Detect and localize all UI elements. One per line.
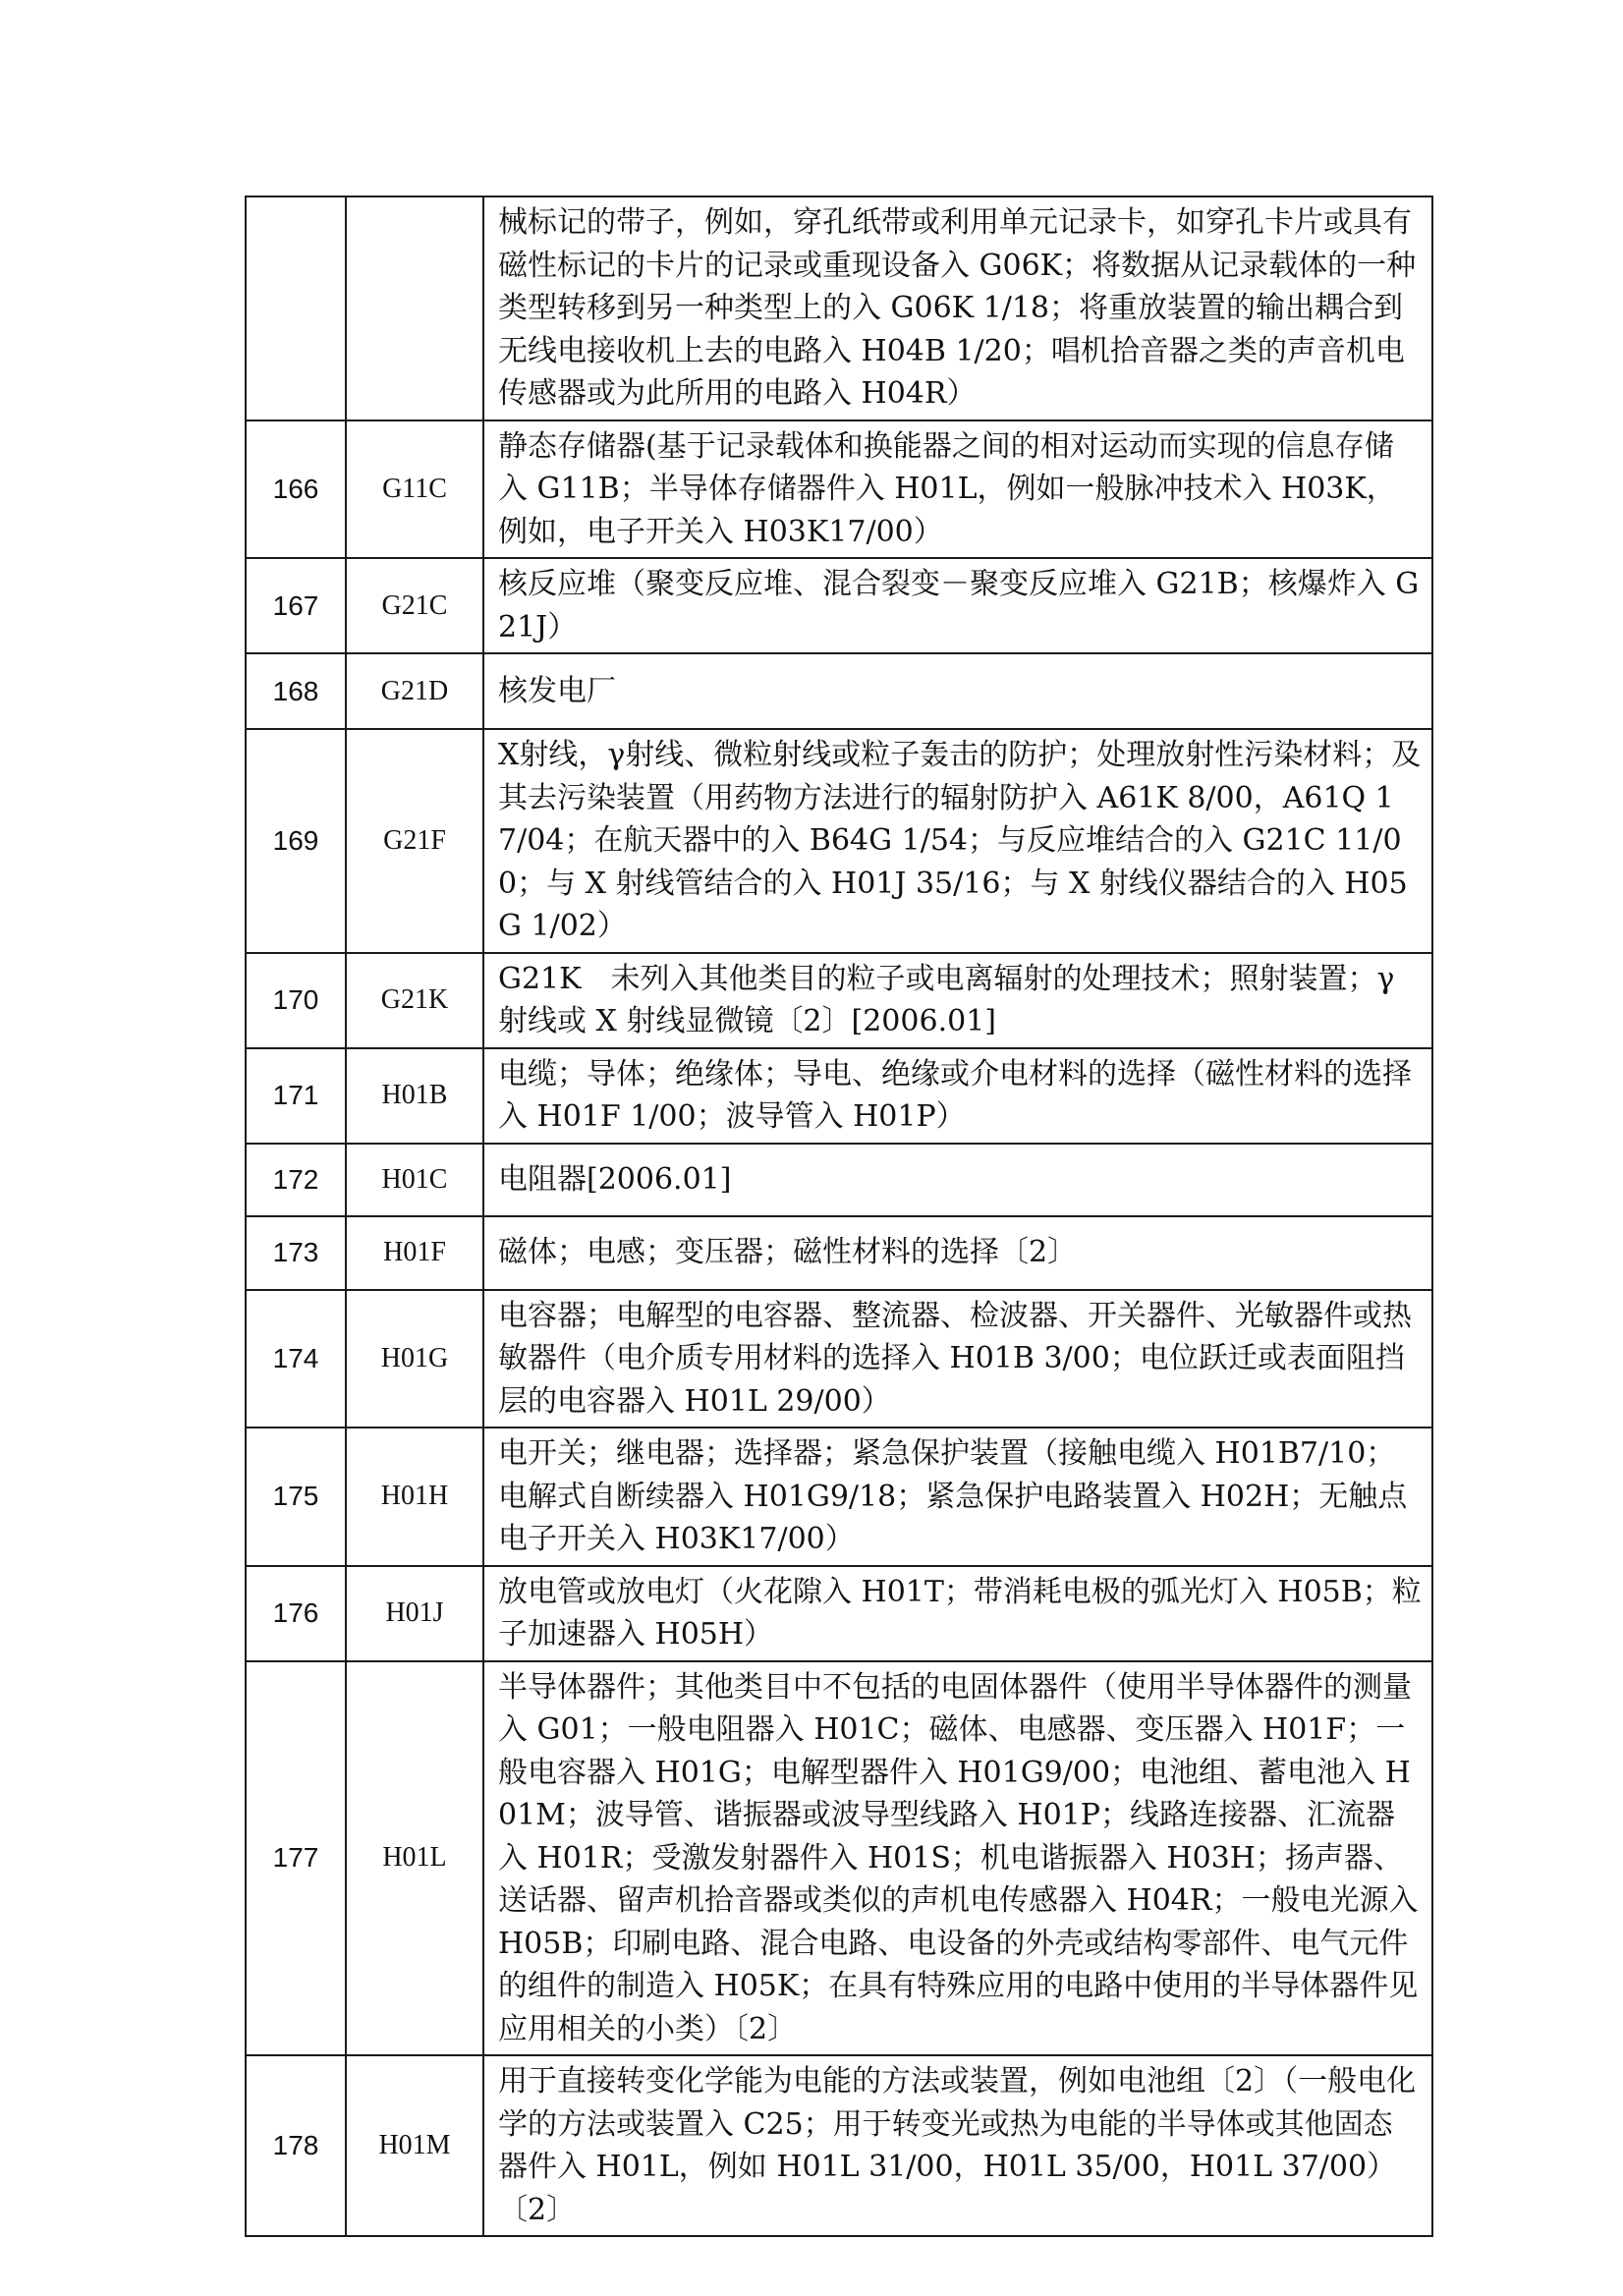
row-number: 168	[246, 653, 346, 729]
table-row	[246, 558, 1432, 653]
table-row	[246, 1144, 1432, 1216]
description: 放电管或放电灯（火花隙入 H01T；带消耗电极的弧光灯入 H05B；粒子加速器入 H05H）	[483, 1566, 1432, 1661]
row-number: 166	[246, 420, 346, 559]
row-number: 178	[246, 2055, 346, 2236]
table-row	[246, 1661, 1432, 2056]
description: 电开关；继电器；选择器；紧急保护装置（接触电缆入 H01B7/10；电解式自断续器入 H01G9/18；紧急保护电路装置入 H02H；无触点电子开关入 H03K17/00）	[483, 1428, 1432, 1566]
description: 核发电厂	[483, 653, 1432, 729]
description: 半导体器件；其他类目中不包括的电固体器件（使用半导体器件的测量入 G01；一般电阻器入 H01C；磁体、电感器、变压器入 H01F；一般电容器入 H01G；电解型器件入 H01G9/00；电池组、蓄电池入 H01M；波导管、谐振器或波导型线路入 H01P；线路连接器、汇流器入 H01R；受激发射器件入 H01S；机电谐振器入 H03H；扬声器、送话器、留声机拾音器或类似的声机电传感器入 H04R；一般电光源入 H05B；印刷电路、混合电路、电设备的外壳或结构零部件、电气元件的组件的制造入 H05K；在具有特殊应用的电路中使用的半导体器件见应用相关的小类）〔2〕	[483, 1661, 1432, 2056]
table-row	[246, 1566, 1432, 1661]
description: 静态存储器(基于记录载体和换能器之间的相对运动而实现的信息存储入 G11B；半导体存储器件入 H01L，例如一般脉冲技术入 H03K，例如，电子开关入 H03K17/00）	[483, 420, 1432, 559]
description: 核反应堆（聚变反应堆、混合裂变－聚变反应堆入 G21B；核爆炸入 G21J）	[483, 558, 1432, 653]
description: 电缆；导体；绝缘体；导电、绝缘或介电材料的选择（磁性材料的选择入 H01F 1/00；波导管入 H01P）	[483, 1048, 1432, 1144]
description: 械标记的带子，例如，穿孔纸带或利用单元记录卡，如穿孔卡片或具有磁性标记的卡片的记录或重现设备入 G06K；将数据从记录载体的一种类型转移到另一种类型上的入 G06K 1/18；将重放装置的输出耦合到无线电接收机上去的电路入 H04B 1/20；唱机拾音器之类的声音机电传感器或为此所用的电路入 H04R）	[483, 196, 1432, 420]
description: 磁体；电感；变压器；磁性材料的选择〔2〕	[483, 1216, 1432, 1290]
table-row	[246, 196, 1432, 420]
ipc-code: G21F	[346, 729, 483, 953]
row-number: 173	[246, 1216, 346, 1290]
row-number: 171	[246, 1048, 346, 1144]
table-row	[246, 1428, 1432, 1566]
ipc-code: H01C	[346, 1144, 483, 1216]
table-row	[246, 1290, 1432, 1428]
ipc-code: G21C	[346, 558, 483, 653]
description: X射线，γ射线、微粒射线或粒子轰击的防护；处理放射性污染材料；及其去污染装置（用药物方法进行的辐射防护入 A61K 8/00，A61Q 17/04；在航天器中的入 B64G 1/54；与反应堆结合的入 G21C 11/00；与 X 射线管结合的入 H01J 35/16；与 X 射线仪器结合的入 H05G 1/02）	[483, 729, 1432, 953]
table-row	[246, 1048, 1432, 1144]
ipc-code: G21K	[346, 953, 483, 1048]
row-number: 172	[246, 1144, 346, 1216]
row-number: 169	[246, 729, 346, 953]
classification-table	[245, 196, 1433, 2237]
ipc-code: H01F	[346, 1216, 483, 1290]
ipc-code: G11C	[346, 420, 483, 559]
row-number: 167	[246, 558, 346, 653]
ipc-code: H01G	[346, 1290, 483, 1428]
ipc-code	[346, 196, 483, 420]
ipc-code: H01J	[346, 1566, 483, 1661]
table-row	[246, 1216, 1432, 1290]
ipc-code: H01B	[346, 1048, 483, 1144]
table-row	[246, 729, 1432, 953]
row-number: 177	[246, 1661, 346, 2056]
table-row	[246, 653, 1432, 729]
table-row	[246, 2055, 1432, 2236]
row-number: 174	[246, 1290, 346, 1428]
row-number: 175	[246, 1428, 346, 1566]
row-number	[246, 196, 346, 420]
description: G21K 未列入其他类目的粒子或电离辐射的处理技术；照射装置；γ射线或 X 射线显微镜〔2〕[2006.01]	[483, 953, 1432, 1048]
table-row	[246, 420, 1432, 559]
table-row	[246, 953, 1432, 1048]
ipc-code: H01H	[346, 1428, 483, 1566]
description: 用于直接转变化学能为电能的方法或装置，例如电池组〔2〕（一般电化学的方法或装置入 C25；用于转变光或热为电能的半导体或其他固态器件入 H01L，例如 H01L 31/00，H01L 35/00，H01L 37/00）〔2〕	[483, 2055, 1432, 2236]
ipc-code: G21D	[346, 653, 483, 729]
ipc-code: H01L	[346, 1661, 483, 2056]
description: 电阻器[2006.01]	[483, 1144, 1432, 1216]
row-number: 176	[246, 1566, 346, 1661]
row-number: 170	[246, 953, 346, 1048]
ipc-code: H01M	[346, 2055, 483, 2236]
description: 电容器；电解型的电容器、整流器、检波器、开关器件、光敏器件或热敏器件（电介质专用材料的选择入 H01B 3/00；电位跃迁或表面阻挡层的电容器入 H01L 29/00）	[483, 1290, 1432, 1428]
